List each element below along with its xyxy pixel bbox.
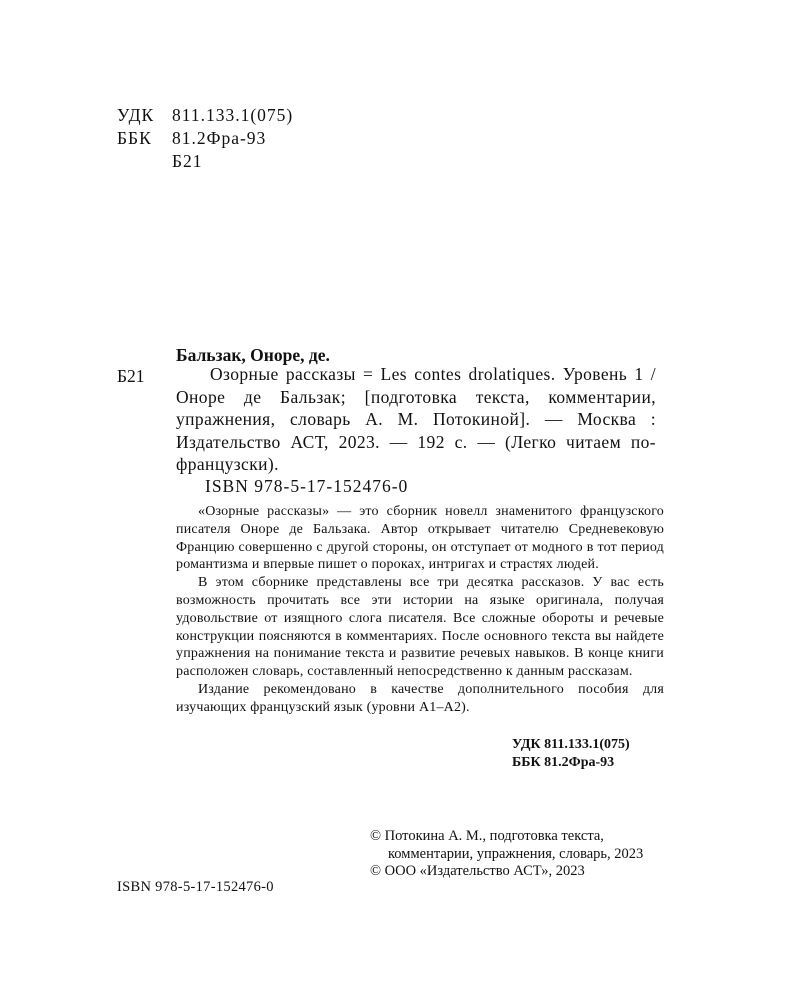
bib-author-mark: Б21 [117,366,145,386]
annotation-paragraph-3: Издание рекомендовано в качестве дополнительного пособия для изучающих французский язык (уровни А1–А2). [176,681,664,715]
annotation [176,503,664,717]
copyright-line-1: © Потокина А. М., подготовка текста, комментарии, упражнения, словарь, 2023 [370,828,644,862]
annotation-paragraph-1: «Озорные рассказы» — это сборник новелл знаменитого французского писателя Оноре де Бальзака. Автор открывает читателю Средневековую Францию совершенно с другой стороны, он отступает от модного в тот период романтизма и впервые пишет о пороках, интригах и страстях людей. [176,504,664,573]
bbk-row [117,127,293,150]
author-mark-top: Б21 [172,151,203,171]
author-mark-row [117,150,293,173]
footer-isbn: ISBN 978-5-17-152476-0 [117,879,274,895]
bib-description: Озорные рассказы = Les contes drolatiques. Уровень 1 / Оноре де Бальзак; [подготовка текста, комментарии, упражнения, словарь А. М. Потокиной]. — Москва : Издательство АСТ, 2023. — 192 с. — (Легко читаем по-французски). [176,364,656,474]
bottom-bbk: ББК 81.2Фра-93 [512,755,615,770]
bib-author-heading: Бальзак, Оноре, де. [176,345,330,365]
annotation-paragraph-2: В этом сборнике представлены все три десятка рассказов. У вас есть возможность прочитать все эти истории на языке оригинала, получая удовольствие от изящного слога писателя. Все сложные обороты и речевые конструкции поясняются в комментариях. После основного текста вы найдете упражнения на понимание текста и развитие речевых навыков. В конце книги расположен словарь, составленный непосредственно к данным рассказам. [176,575,664,680]
bbk-label: ББК [117,128,152,148]
udk-row [117,104,293,127]
udk-value: 811.133.1(075) [172,105,294,125]
bottom-udk: УДК 811.133.1(075) [512,737,630,752]
classification-codes-top [117,104,293,173]
copyright-line-2: © ООО «Издательство АСТ», 2023 [370,863,585,879]
udk-label: УДК [117,105,155,125]
copyright-block [370,828,690,881]
bbk-value: 81.2Фра-93 [172,128,267,148]
bib-isbn: ISBN 978-5-17-152476-0 [205,476,409,496]
classification-codes-bottom [512,736,630,772]
